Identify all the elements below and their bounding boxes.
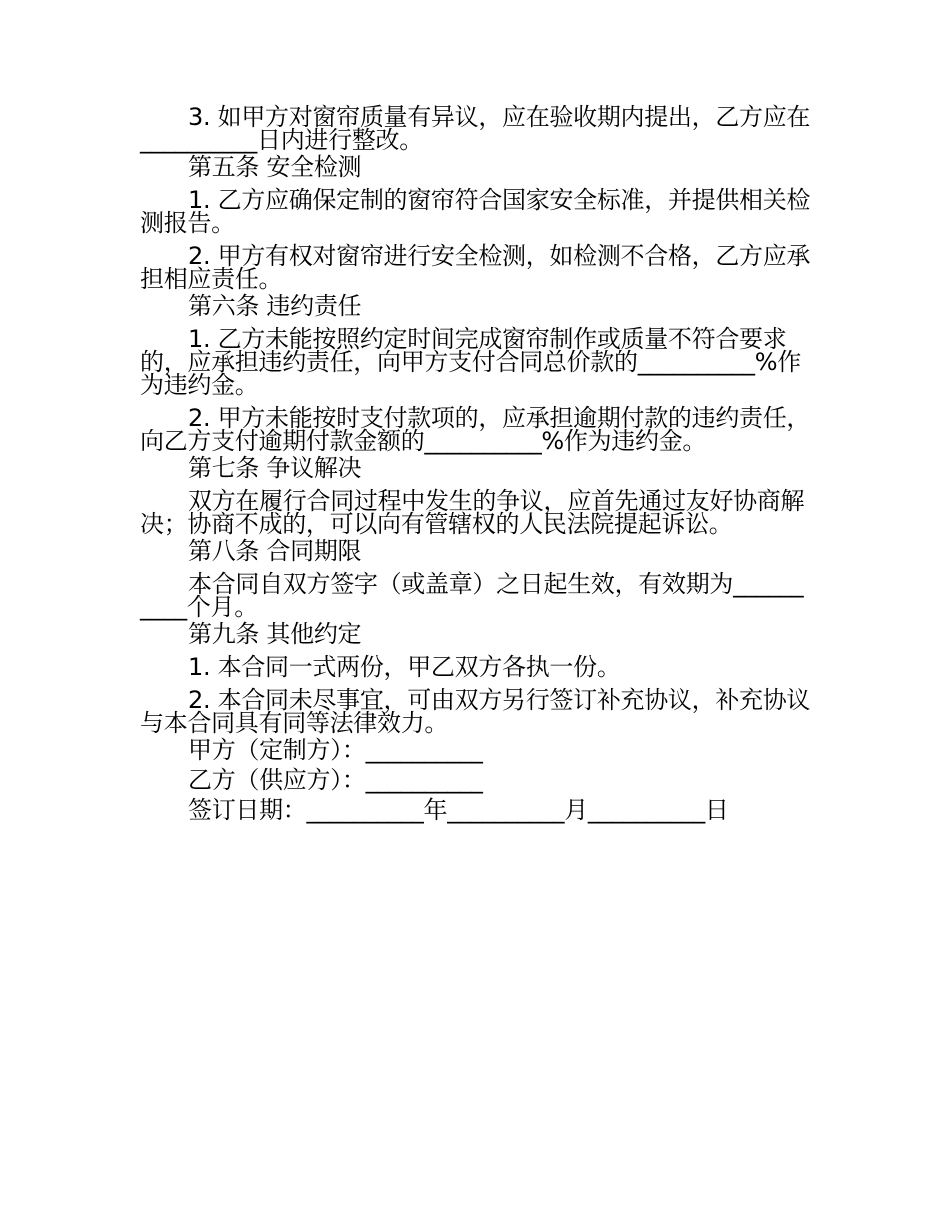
clause-6-item-1: 1. 乙方未能按照约定时间完成窗帘制作或质量不符合要求的，应承担违约责任，向甲方支付合同总价款的__________%作为违约金。 <box>140 325 801 399</box>
clause-9-item-1: 1. 本合同一式两份，甲乙双方各执一份。 <box>188 653 621 681</box>
signature-party-a: 甲方（定制方）：__________ <box>188 736 483 764</box>
signing-date: 签订日期：__________年__________月__________日 <box>188 796 729 824</box>
article-7-heading: 第七条 争议解决 <box>188 454 362 482</box>
article-8-heading: 第八条 合同期限 <box>188 537 362 565</box>
clause-5-item-2: 2. 甲方有权对窗帘进行安全检测，如检测不合格，乙方应承担相应责任。 <box>140 242 811 293</box>
clause-7-text: 双方在履行合同过程中发生的争议，应首先通过友好协商解决；协商不成的，可以向有管辖权的人民法院提起诉讼。 <box>140 487 805 538</box>
clause-9-item-2: 2. 本合同未尽事宜，可由双方另行签订补充协议，补充协议与本合同具有同等法律效力。 <box>140 686 811 737</box>
clause-8-text: 本合同自双方签字（或盖章）之日起生效，有效期为__________个月。 <box>140 570 804 621</box>
article-5-heading: 第五条 安全检测 <box>188 153 362 181</box>
article-9-heading: 第九条 其他约定 <box>188 620 362 648</box>
clause-5-item-1: 1. 乙方应确保定制的窗帘符合国家安全标准，并提供相关检测报告。 <box>140 186 811 237</box>
clause-6-item-2: 2. 甲方未能按时支付款项的，应承担逾期付款的违约责任，向乙方支付逾期付款金额的__________%作为违约金。 <box>140 404 811 455</box>
clause-4-item-3: 3. 如甲方对窗帘质量有异议，应在验收期内提出，乙方应在__________日内进行整改。 <box>140 103 811 154</box>
contract-page <box>140 103 812 825</box>
article-6-heading: 第六条 违约责任 <box>188 292 362 320</box>
signature-party-b: 乙方（供应方）：__________ <box>188 766 483 794</box>
